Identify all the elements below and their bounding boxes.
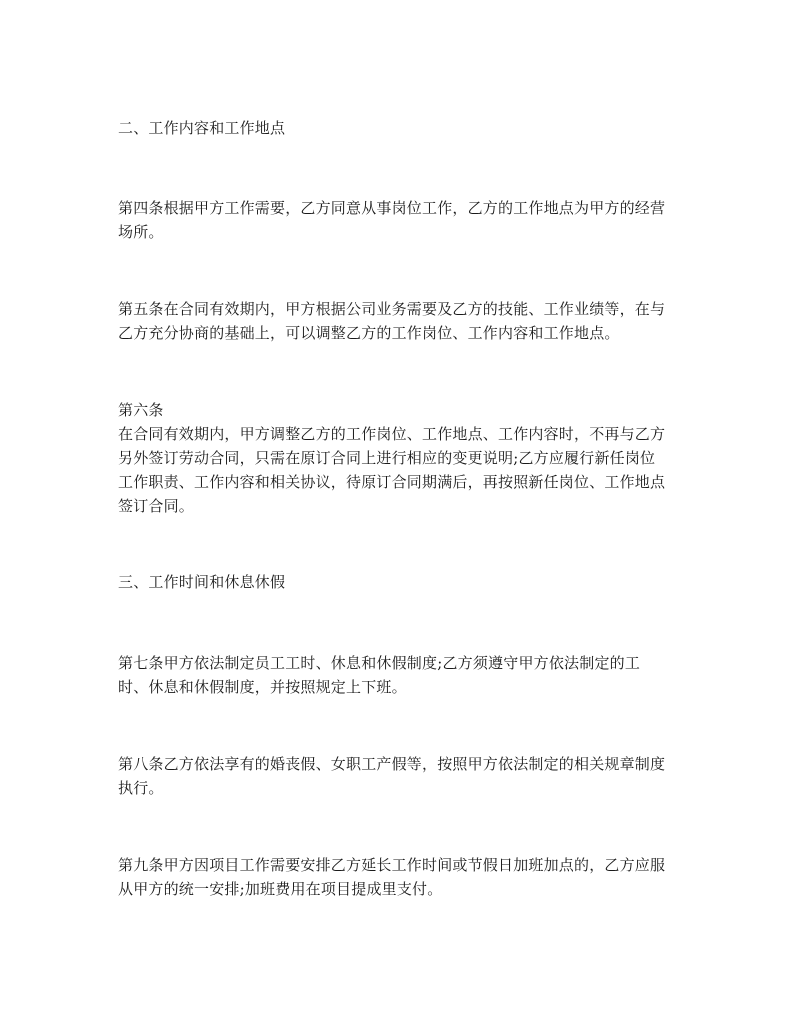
article-5-line-1: 第五条在合同有效期内，甲方根据公司业务需要及乙方的技能、工作业绩等，在与 bbox=[118, 300, 666, 318]
article-4-line-1: 第四条根据甲方工作需要，乙方同意从事岗位工作，乙方的工作地点为甲方的经营 bbox=[118, 199, 666, 217]
article-7-line-2: 时、休息和休假制度，并按照规定上下班。 bbox=[118, 678, 407, 696]
article-7-line-1: 第七条甲方依法制定员工工时、休息和休假制度;乙方须遵守甲方依法制定的工 bbox=[118, 654, 641, 672]
article-8-line-2: 执行。 bbox=[118, 779, 164, 797]
section-heading-work-content: 二、工作内容和工作地点 bbox=[118, 119, 286, 137]
article-6-line-2: 另外签订劳动合同，只需在原订合同上进行相应的变更说明;乙方应履行新任岗位 bbox=[118, 449, 656, 467]
article-9-line-1: 第九条甲方因项目工作需要安排乙方延长工作时间或节假日加班加点的，乙方应服 bbox=[118, 856, 666, 874]
article-6-line-4: 签订合同。 bbox=[118, 497, 195, 515]
article-6-title: 第六条 bbox=[118, 401, 164, 419]
section-heading-work-hours: 三、工作时间和休息休假 bbox=[118, 573, 286, 591]
article-4-line-2: 场所。 bbox=[118, 223, 164, 241]
article-6-line-3: 工作职责、工作内容和相关协议，待原订合同期满后，再按照新任岗位、工作地点 bbox=[118, 473, 666, 491]
article-5-line-2: 乙方充分协商的基础上，可以调整乙方的工作岗位、工作内容和工作地点。 bbox=[118, 324, 620, 342]
article-9-line-2: 从甲方的统一安排;加班费用在项目提成里支付。 bbox=[118, 880, 443, 898]
article-6-line-1: 在合同有效期内，甲方调整乙方的工作岗位、工作地点、工作内容时，不再与乙方 bbox=[118, 425, 666, 443]
article-8-line-1: 第八条乙方依法享有的婚丧假、女职工产假等，按照甲方依法制定的相关规章制度 bbox=[118, 755, 666, 773]
